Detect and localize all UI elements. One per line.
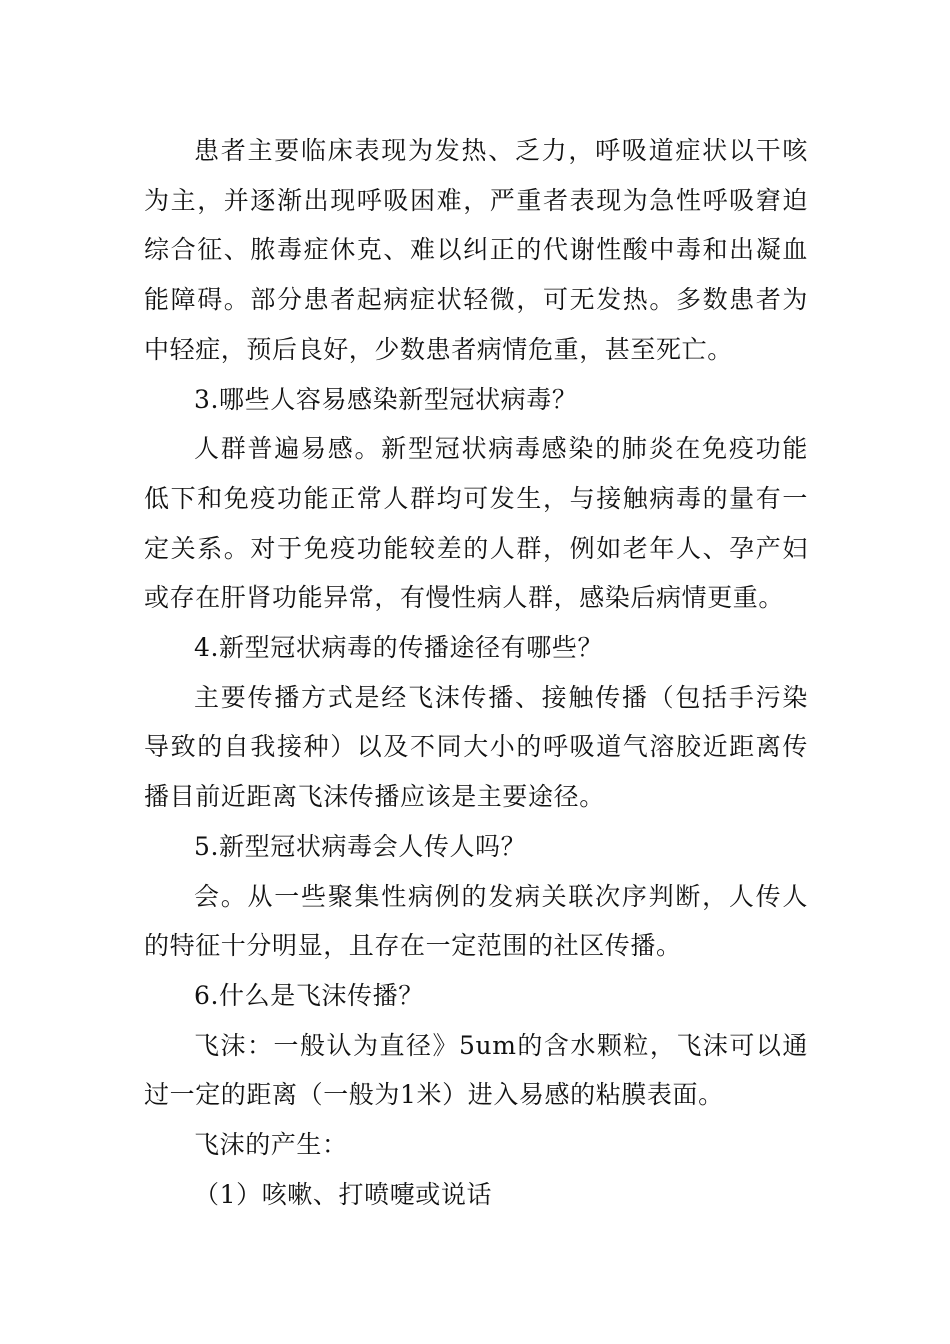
paragraph-transmission-routes: 主要传播方式是经飞沫传播、接触传播（包括手污染导致的自我接种）以及不同大小的呼吸道气溶胶近距离传播目前近距离飞沫传播应该是主要途径。 xyxy=(144,682,808,812)
list-item-cough-sneeze-speech: （1）咳嗽、打喷嚏或说话 xyxy=(194,1179,493,1209)
paragraph-susceptible-population: 人群普遍易感。新型冠状病毒感染的肺炎在免疫功能低下和免疫功能正常人群均可发生，与接触病毒的量有一定关系。对于免疫功能较差的人群，例如老年人、孕产妇或存在肝肾功能异常，有慢性病人群，感染后病情更重。 xyxy=(144,434,808,613)
question-heading-4: 4.新型冠状病毒的传播途径有哪些？ xyxy=(194,633,604,663)
question-heading-6: 6.什么是飞沫传播？ xyxy=(194,980,424,1010)
paragraph-symptoms: 患者主要临床表现为发热、乏力，呼吸道症状以干咳为主，并逐渐出现呼吸困难，严重者表现为急性呼吸窘迫综合征、脓毒症休克、难以纠正的代谢性酸中毒和出凝血能障碍。部分患者起病症状轻微，可无发热。多数患者为中轻症，预后良好，少数患者病情危重，甚至死亡。 xyxy=(144,136,808,364)
question-heading-5: 5.新型冠状病毒会人传人吗？ xyxy=(194,831,527,861)
paragraph-human-transmission: 会。从一些聚集性病例的发病关联次序判断，人传人的特征十分明显，且存在一定范围的社区传播。 xyxy=(144,881,808,961)
document-body xyxy=(144,126,808,1219)
paragraph-droplet-generation: 飞沫的产生： xyxy=(194,1130,348,1160)
question-heading-3: 3.哪些人容易感染新型冠状病毒？ xyxy=(194,384,578,414)
paragraph-droplet-definition: 飞沫：一般认为直径》5um的含水颗粒，飞沫可以通过一定的距离（一般为1米）进入易感的粘膜表面。 xyxy=(144,1030,808,1110)
